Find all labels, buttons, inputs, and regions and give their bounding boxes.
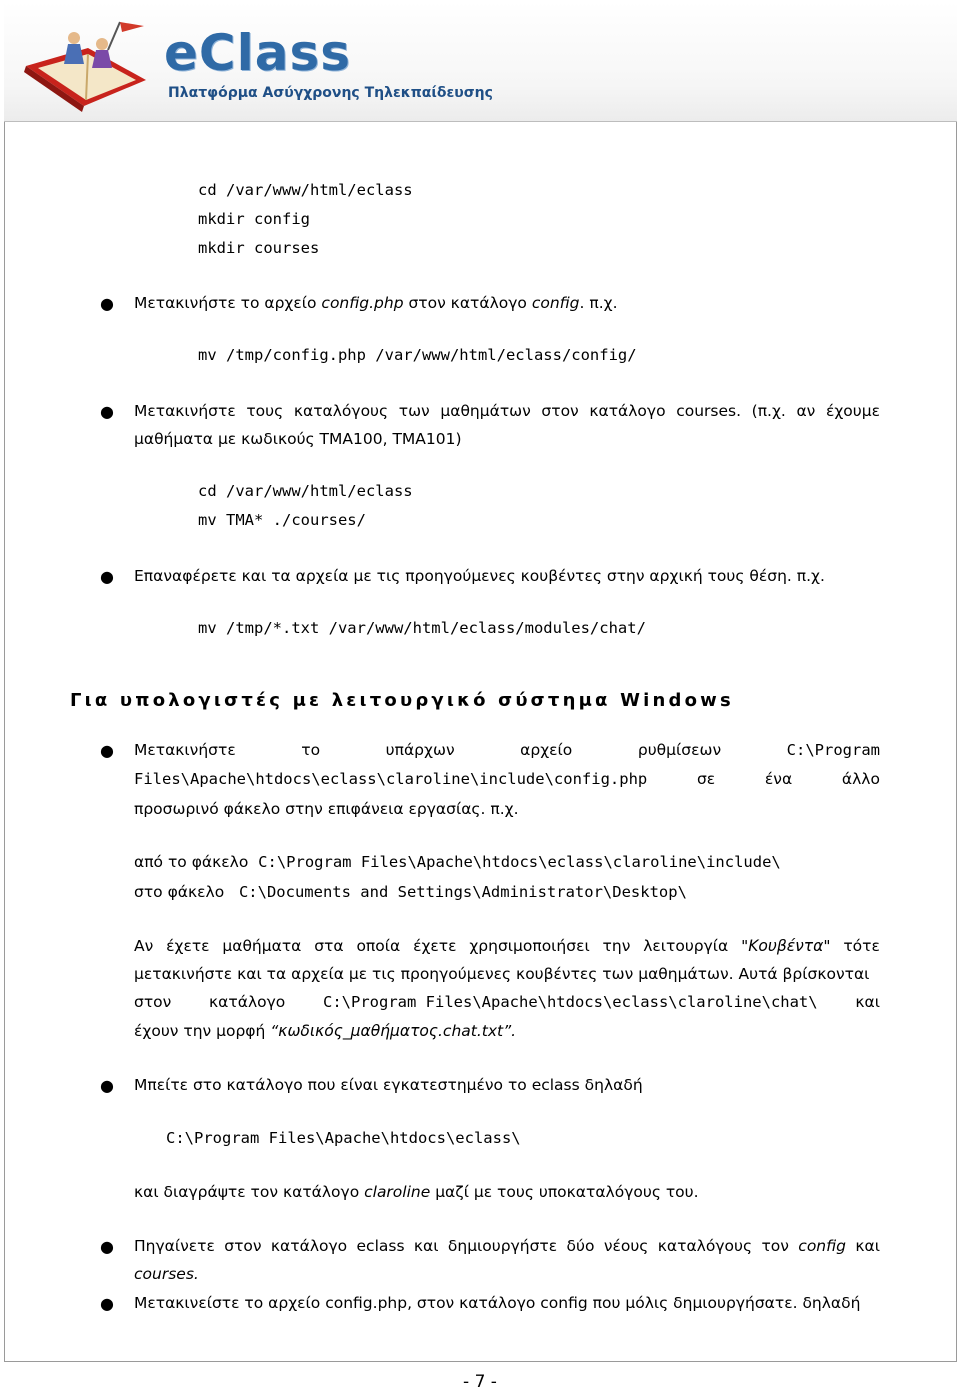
list-item-continuation: courses.	[134, 1265, 199, 1283]
code-line: mv TMA* ./courses/	[198, 511, 366, 529]
list-item: Μετακινήστε το υπάρχων αρχείο ρυθμίσεων C:\Program	[134, 741, 880, 759]
paragraph-line: Αν έχετε μαθήματα στα οποία έχετε χρησιμοποιήσει την λειτουργία "Κουβέντα" τότε	[134, 937, 880, 955]
page-header	[4, 2, 957, 122]
paragraph-line: στον κατάλογο C:\Program Files\Apache\htdocs\eclass\claroline\chat\ και	[134, 993, 880, 1011]
list-item: Πηγαίνετε στον κατάλογο eclass και δημιουργήστε δύο νέους καταλόγους τον config και	[134, 1237, 880, 1255]
code-line: C:\Program Files\Apache\htdocs\eclass\	[166, 1129, 521, 1147]
list-item: Επαναφέρετε και τα αρχεία με τις προηγούμενες κουβέντες στην αρχική τους θέση. π.χ.	[134, 567, 825, 585]
bullet-icon: ●	[100, 1076, 114, 1095]
list-item: Μετακινήστε το αρχείο config.php στον κατάλογο config. π.χ.	[134, 294, 618, 312]
from-folder-line: από το φάκελο C:\Program Files\Apache\htdocs\eclass\claroline\include\	[134, 853, 781, 871]
paragraph-line: και διαγράψτε τον κατάλογο claroline μαζί με τους υποκαταλόγους του.	[134, 1183, 699, 1201]
bullet-icon: ●	[100, 1237, 114, 1256]
list-item: Μπείτε στο κατάλογο που είναι εγκατεστημένο το eclass δηλαδή	[134, 1076, 643, 1094]
paragraph-line: έχουν την μορφή “κωδικός_μαθήματος.chat.txt”.	[134, 1022, 517, 1040]
code-line: mkdir courses	[198, 239, 320, 257]
list-item-continuation: μαθήματα με κωδικούς TMA100, TMA101)	[134, 430, 462, 448]
code-line: mkdir config	[198, 210, 310, 228]
bullet-icon: ●	[100, 567, 114, 586]
code-line: cd /var/www/html/eclass	[198, 482, 413, 500]
section-heading: Για υπολογιστές με λειτουργικό σύστημα Windows	[70, 690, 734, 711]
list-item-continuation: προσωρινό φάκελο στην επιφάνεια εργασίας. π.χ.	[134, 800, 519, 818]
bullet-icon: ●	[100, 741, 114, 760]
list-item-continuation: Files\Apache\htdocs\eclass\claroline\include\config.php σε ένα άλλο	[134, 770, 880, 788]
code-line: mv /tmp/*.txt /var/www/html/eclass/modules/chat/	[198, 619, 646, 637]
code-line: mv /tmp/config.php /var/www/html/eclass/config/	[198, 346, 637, 364]
flying-book-logo-icon	[18, 8, 158, 118]
list-item: Μετακινείστε το αρχείο config.php, στον κατάλογο config που μόλις δημιουργήσατε. δηλαδή	[134, 1294, 861, 1312]
to-folder-line: στο φάκελο C:\Documents and Settings\Administrator\Desktop\	[134, 883, 687, 901]
paragraph-line: μετακινήστε και τα αρχεία με τις προηγούμενες κουβέντες των μαθημάτων. Αυτά βρίσκονται	[134, 965, 870, 983]
bullet-icon: ●	[100, 402, 114, 421]
page-frame	[4, 2, 957, 1362]
list-item: Μετακινήστε τους καταλόγους των μαθημάτων στον κατάλογο courses. (π.χ. αν έχουμε	[134, 402, 880, 420]
bullet-icon: ●	[100, 294, 114, 313]
bullet-icon: ●	[100, 1294, 114, 1313]
brand-title: eClass	[164, 24, 352, 82]
code-line: cd /var/www/html/eclass	[198, 181, 413, 199]
brand-subtitle: Πλατφόρμα Ασύγχρονης Τηλεκπαίδευσης	[168, 85, 493, 101]
page-number: - 7 -	[463, 1372, 497, 1392]
